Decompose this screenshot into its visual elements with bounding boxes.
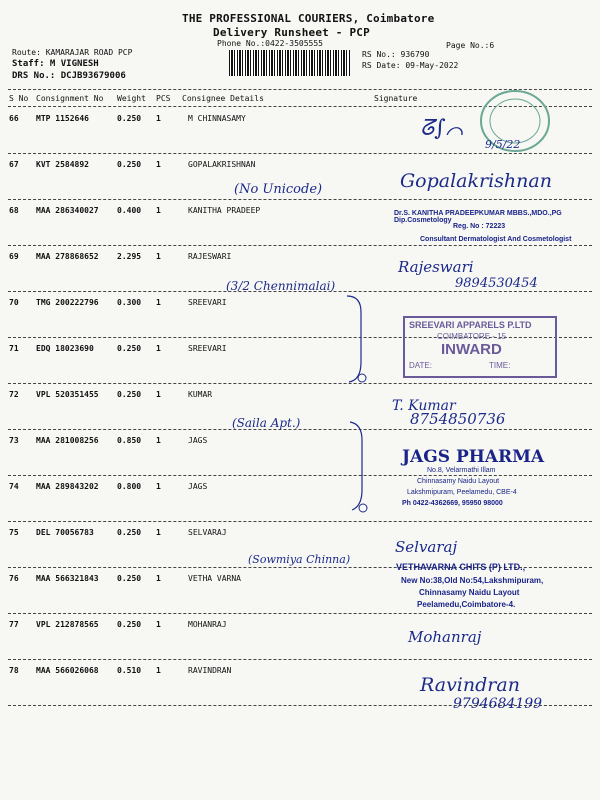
- row-sno: 71: [9, 344, 19, 353]
- row-sno: 66: [9, 114, 19, 123]
- company-title: THE PROFESSIONAL COURIERS, Coimbatore: [182, 12, 435, 25]
- sreevari-name: SREEVARI APPARELS P.LTD: [409, 320, 532, 330]
- jags-address: Lakshmipuram, Peelamedu, CBE-4: [407, 489, 517, 496]
- row-weight: 0.850: [117, 436, 142, 445]
- row-consignee: SREEVARI: [188, 298, 227, 307]
- row-pcs: 1: [156, 206, 161, 215]
- row-weight: 0.400: [117, 206, 142, 215]
- row-sno: 70: [9, 298, 19, 307]
- handwritten-phone: 9794684199: [453, 696, 543, 712]
- handwritten-signature: Rajeswari: [398, 258, 474, 276]
- row-weight: 2.295: [117, 252, 142, 261]
- row-consignment: MAA 281008256: [36, 436, 99, 445]
- bracket-mark: [348, 418, 378, 518]
- row-consignment: MAA 566321843: [36, 574, 99, 583]
- row-weight: 0.800: [117, 482, 142, 491]
- sreevari-stamp: [403, 316, 557, 378]
- sheet-title: Delivery Runsheet - PCP: [213, 26, 370, 39]
- row-sno: 73: [9, 436, 19, 445]
- handwritten-date: 9/5/22: [485, 138, 521, 151]
- handwritten-phone: 8754850736: [410, 410, 506, 428]
- row-pcs: 1: [156, 252, 161, 261]
- col-pcs: PCS: [156, 94, 171, 103]
- row-pcs: 1: [156, 344, 161, 353]
- row-weight: 0.300: [117, 298, 142, 307]
- handwritten-note: (Saila Apt.): [232, 416, 301, 430]
- row-consignment: MTP 1152646: [36, 114, 89, 123]
- row-consignee: GOPALAKRISHNAN: [188, 160, 256, 169]
- row-pcs: 1: [156, 160, 161, 169]
- staff-label: Staff: M VIGNESH: [12, 59, 99, 69]
- row-consignee: KANITHA PRADEEP: [188, 206, 261, 215]
- row-consignment: TMG 200222796: [36, 298, 99, 307]
- row-consignee: RAVINDRAN: [188, 666, 232, 675]
- row-divider: [8, 613, 592, 614]
- row-consignment: MAA 278868652: [36, 252, 99, 261]
- handwritten-signature: Mohanraj: [408, 628, 482, 646]
- row-consignee: JAGS: [188, 482, 208, 491]
- row-weight: 0.250: [117, 114, 142, 123]
- row-sno: 72: [9, 390, 19, 399]
- row-consignment: DEL 70056783: [36, 528, 94, 537]
- vetha-address: Chinnasamy Naidu Layout: [419, 588, 520, 597]
- row-sno: 77: [9, 620, 19, 629]
- handwritten-note: (No Unicode): [234, 182, 323, 197]
- row-consignment: VPL 520351455: [36, 390, 99, 399]
- table-row: [0, 478, 600, 524]
- handwritten-note: (Sowmiya Chinna): [248, 553, 351, 566]
- row-consignee: MOHANRAJ: [188, 620, 227, 629]
- sreevari-city: COIMBATORE - 15: [437, 332, 507, 341]
- handwritten-signature: T. Kumar: [392, 398, 456, 414]
- handwritten-signature: Gopalakrishnan: [400, 170, 552, 192]
- col-consignee: Consignee Details: [182, 94, 264, 103]
- sreevari-time: TIME:: [489, 361, 511, 370]
- row-sno: 67: [9, 160, 19, 169]
- row-weight: 0.250: [117, 344, 142, 353]
- row-consignee: KUMAR: [188, 390, 213, 399]
- row-consignment: VPL 212878565: [36, 620, 99, 629]
- row-pcs: 1: [156, 574, 161, 583]
- row-weight: 0.250: [117, 574, 142, 583]
- jags-phone: Ph 0422-4362669, 95950 98000: [402, 500, 503, 507]
- row-divider: [8, 383, 592, 384]
- row-weight: 0.250: [117, 390, 142, 399]
- row-pcs: 1: [156, 298, 161, 307]
- row-consignee: JAGS: [188, 436, 208, 445]
- handwritten-signature: Selvaraj: [395, 538, 458, 556]
- row-sno: 69: [9, 252, 19, 261]
- vetha-name: VETHAVARNA CHITS (P) LTD.,: [396, 562, 526, 572]
- phone-number: Phone No.:0422-3505555: [217, 39, 323, 48]
- row-sno: 75: [9, 528, 19, 537]
- row-pcs: 1: [156, 528, 161, 537]
- col-weight: Weight: [117, 94, 146, 103]
- sreevari-inward: INWARD: [441, 341, 502, 358]
- vetha-address: Peelamedu,Coimbatore-4.: [417, 600, 516, 609]
- drs-number: DRS No.: DCJB93679006: [12, 71, 126, 81]
- row-weight: 0.250: [117, 528, 142, 537]
- row-pcs: 1: [156, 620, 161, 629]
- col-signature: Signature: [374, 94, 418, 103]
- row-sno: 68: [9, 206, 19, 215]
- row-divider: [8, 245, 592, 246]
- row-sno: 74: [9, 482, 19, 491]
- row-pcs: 1: [156, 482, 161, 491]
- row-divider: [8, 475, 592, 476]
- row-consignment: MAA 286340027: [36, 206, 99, 215]
- row-pcs: 1: [156, 390, 161, 399]
- page-number: Page No.:6: [446, 41, 495, 50]
- doctor-reg: Reg. No : 72223: [453, 223, 506, 230]
- barcode: [229, 50, 350, 76]
- rs-date: RS Date: 09-May-2022: [362, 61, 459, 70]
- row-consignment: KVT 2584892: [36, 160, 89, 169]
- handwritten-phone: 9894530454: [455, 276, 538, 291]
- jags-name: JAGS PHARMA: [402, 447, 545, 467]
- row-sno: 78: [9, 666, 19, 675]
- row-divider: [8, 659, 592, 660]
- sreevari-date: DATE:: [409, 361, 432, 370]
- rs-number: RS No.: 936790: [362, 50, 430, 59]
- row-weight: 0.250: [117, 620, 142, 629]
- signature-scribble: ᘔ∫⌒: [420, 116, 464, 141]
- col-sno: S No: [9, 94, 29, 103]
- row-weight: 0.510: [117, 666, 142, 675]
- row-consignment: EDQ 18023690: [36, 344, 94, 353]
- row-consignee: M CHINNASAMY: [188, 114, 246, 123]
- bracket-mark: [345, 292, 375, 392]
- doctor-stamp: Dr.S. KANITHA PRADEEPKUMAR MBBS.,MDO.,PG Dip.Cosmetology: [394, 210, 562, 224]
- vetha-address: New No:38,Old No:54,Lakshmipuram,: [401, 576, 544, 585]
- row-pcs: 1: [156, 666, 161, 675]
- row-consignee: SELVARAJ: [188, 528, 227, 537]
- route-label: Route: KAMARAJAR ROAD PCP: [12, 48, 133, 57]
- jags-address: Chinnasamy Naidu Layout: [417, 478, 500, 485]
- col-consignment: Consignment No: [36, 94, 104, 103]
- row-divider: [8, 521, 592, 522]
- row-pcs: 1: [156, 114, 161, 123]
- row-consignee: RAJESWARI: [188, 252, 232, 261]
- row-consignee: VETHA VARNA: [188, 574, 241, 583]
- row-sno: 76: [9, 574, 19, 583]
- row-pcs: 1: [156, 436, 161, 445]
- row-divider: [8, 199, 592, 200]
- row-consignment: MAA 566026068: [36, 666, 99, 675]
- table-row: [0, 616, 600, 662]
- row-consignee: SREEVARI: [188, 344, 227, 353]
- handwritten-signature: Ravindran: [420, 674, 520, 696]
- doctor-title: Consultant Dermatologist And Cosmetologist: [420, 236, 572, 243]
- row-weight: 0.250: [117, 160, 142, 169]
- row-consignment: MAA 289843202: [36, 482, 99, 491]
- handwritten-note: (3/2 Chennimalai): [226, 279, 336, 293]
- jags-address: No.8, Velarmathi Illam: [427, 467, 496, 474]
